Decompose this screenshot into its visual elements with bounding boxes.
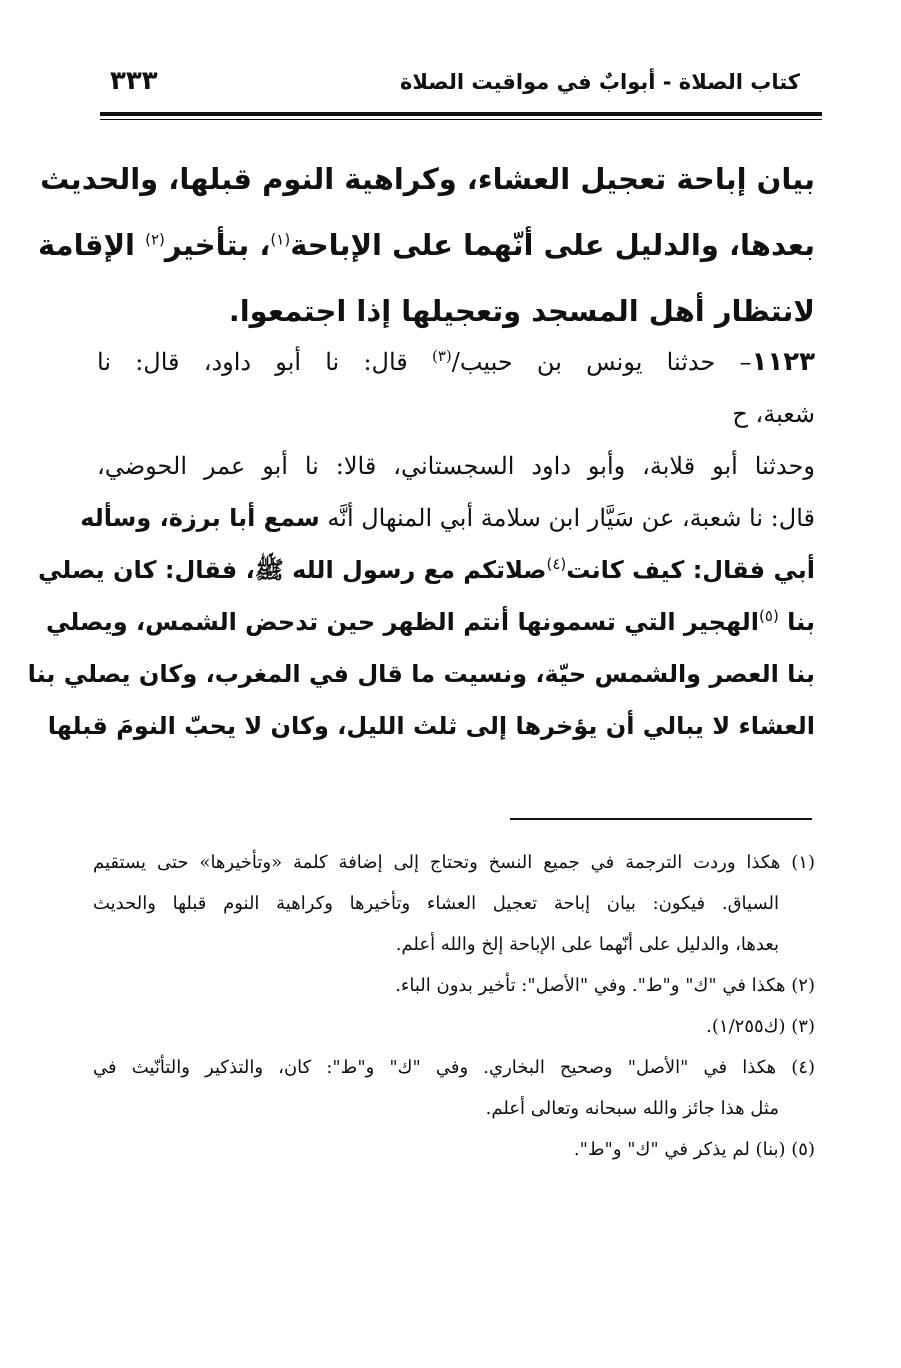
footnote-marker: (٣) bbox=[791, 1016, 815, 1037]
chapter-heading-line-2 bbox=[38, 212, 815, 278]
running-header-title: كتاب الصلاة - أبوابٌ في مواقيت الصلاة bbox=[399, 70, 800, 94]
footnote-line bbox=[93, 1129, 815, 1170]
footnote-text: (بنا) لم يذكر في "ك" و"ط". bbox=[573, 1139, 786, 1160]
footnote-5 bbox=[93, 1129, 815, 1170]
hadith-matn-text: بنا bbox=[778, 608, 815, 636]
footnote-1 bbox=[93, 842, 815, 965]
footnotes bbox=[93, 842, 815, 1170]
footnote-line: مثل هذا جائز والله سبحانه وتعالى أعلم. bbox=[485, 1098, 779, 1119]
hadith-line-8: العشاء لا يبالي أن يؤخرها إلى ثلث الليل، وكان لا يحبّ النومَ قبلها bbox=[47, 712, 815, 740]
hadith-text-segment: قال: نا أبو داود، قال: نا bbox=[97, 348, 432, 376]
hadith-line-2: شعبة، ح bbox=[732, 400, 815, 428]
footnote-line bbox=[93, 1047, 815, 1088]
hadith-text bbox=[27, 336, 816, 752]
chapter-heading bbox=[38, 146, 815, 344]
hadith-line-5 bbox=[37, 544, 815, 596]
hadith-line-3: وحدثنا أبو قلابة، وأبو داود السجستاني، قالا: نا أبو عمر الحوضي، bbox=[97, 452, 815, 480]
hadith-line-1 bbox=[97, 336, 815, 388]
footnote-2 bbox=[93, 965, 815, 1006]
hadith-matn-text: سمع أبا برزة، وسأله bbox=[80, 504, 320, 532]
footnote-line bbox=[93, 965, 815, 1006]
footnote-ref-1: (١) bbox=[270, 230, 291, 249]
chapter-heading-text: ، بتأخير bbox=[164, 228, 271, 262]
footnote-line bbox=[93, 1006, 815, 1047]
footnote-line: بعدها، والدليل على أنّهما على الإباحة إلخ والله أعلم. bbox=[395, 934, 779, 955]
running-header bbox=[100, 66, 820, 112]
hadith-text-segment: قال: نا شعبة، عن سَيَّار ابن سلامة أبي المنهال أنَّه bbox=[319, 504, 815, 532]
footnote-text: (ك١/٢٥٥). bbox=[706, 1016, 786, 1037]
header-rule-thick bbox=[100, 112, 822, 116]
footnote-text: هكذا في "الأصل" وصحيح البخاري. وفي "ك" و"ط": كان، والتذكير والتأنّيث في bbox=[93, 1057, 777, 1078]
header-rule-thin bbox=[100, 119, 822, 120]
footnote-line bbox=[93, 842, 815, 883]
hadith-line-6 bbox=[46, 596, 815, 648]
footnote-3 bbox=[93, 1006, 815, 1047]
hadith-text-segment: – حدثنا يونس بن حبيب/ bbox=[451, 348, 752, 376]
chapter-heading-line-3: لانتظار أهل المسجد وتعجيلها إذا اجتمعوا. bbox=[228, 294, 815, 328]
hadith-matn-text: صلاتكم مع رسول الله ﷺ، فقال: كان يصلي bbox=[37, 556, 547, 584]
page-number: ٣٣٣ bbox=[110, 66, 158, 96]
hadith-matn-text: أبي فقال: كيف كانت bbox=[566, 556, 815, 584]
hadith-line-7: بنا العصر والشمس حيّة، ونسيت ما قال في المغرب، وكان يصلي بنا bbox=[27, 660, 815, 688]
footnote-ref-5: (٥) bbox=[759, 607, 779, 625]
hadith-number: ١١٢٣ bbox=[751, 347, 816, 377]
footnote-text: هكذا وردت الترجمة في جميع النسخ وتحتاج إلى إضافة كلمة «وتأخيرها» حتى يستقيم bbox=[93, 852, 781, 873]
hadith-matn-text: الهجير التي تسمونها أنتم الظهر حين تدحض الشمس، ويصلي bbox=[46, 608, 760, 636]
footnote-marker: (٢) bbox=[791, 975, 815, 996]
footnote-ref-2: (٢) bbox=[145, 230, 165, 249]
footnote-marker: (١) bbox=[791, 852, 815, 873]
footnote-line: السياق. فيكون: بيان إباحة تعجيل العشاء وتأخيرها وكراهية النوم قبلها والحديث bbox=[93, 893, 779, 914]
footnote-text: هكذا في "ك" و"ط". وفي "الأصل": تأخير بدون الباء. bbox=[395, 975, 786, 996]
hadith-line-4 bbox=[80, 492, 815, 544]
footnote-ref-4: (٤) bbox=[546, 555, 567, 573]
footnote-marker: (٥) bbox=[791, 1139, 815, 1160]
chapter-heading-text: بعدها، والدليل على أنّهما على الإباحة bbox=[290, 228, 815, 262]
footnote-ref-3: (٣) bbox=[431, 347, 452, 365]
chapter-heading-text: الإقامة bbox=[38, 228, 146, 262]
footnote-marker: (٤) bbox=[791, 1057, 815, 1078]
footnote-4 bbox=[93, 1047, 815, 1129]
chapter-heading-line-1: بيان إباحة تعجيل العشاء، وكراهية النوم قبلها، والحديث bbox=[40, 162, 815, 196]
footnote-separator bbox=[510, 818, 812, 820]
